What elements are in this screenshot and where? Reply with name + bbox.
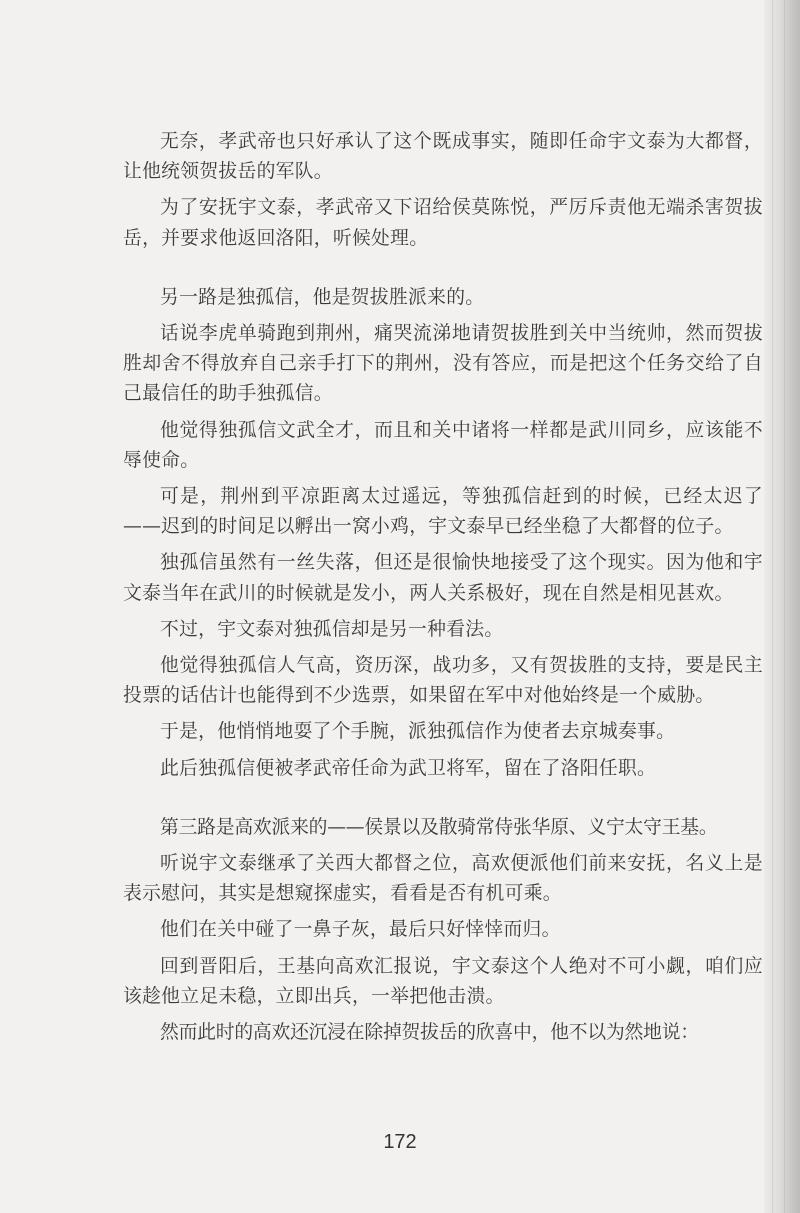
paragraph: 回到晋阳后，王基向高欢汇报说，宇文泰这个人绝对不可小觑，咱们应该趁他立足未稳，立即出兵，一举把他击溃。 [123,955,763,1007]
book-text [123,127,763,1054]
paragraph: 可是，荆州到平凉距离太过遥远，等独孤信赶到的时候，已经太迟了——迟到的时间足以孵出一窝小鸡，宇文泰早已经坐稳了大都督的位子。 [123,486,763,538]
paragraph: 话说李虎单骑跑到荆州，痛哭流涕地请贺拔胜到关中当统帅，然而贺拔胜却舍不得放弃自己亲手打下的荆州，没有答应，而是把这个任务交给了自己最信任的助手独孤信。 [123,323,763,405]
paragraph: 此后独孤信便被孝武帝任命为武卫将军，留在了洛阳任职。 [160,757,657,779]
paragraph: 于是，他悄悄地耍了个手腕，派独孤信作为使者去京城奏事。 [160,721,676,743]
paragraph: 无奈，孝武帝也只好承认了这个既成事实，随即任命宇文泰为大都督，让他统领贺拔岳的军队。 [123,131,763,183]
paragraph: 另一路是独孤信，他是贺拔胜派来的。 [160,286,485,308]
paragraph: 然而此时的高欢还沉浸在除掉贺拔岳的欣喜中，他不以为然地说： [160,1022,699,1044]
paragraph: 听说宇文泰继承了关西大都督之位，高欢便派他们前来安抚，名义上是表示慰问，其实是想窥探虚实，看看是否有机可乘。 [123,853,763,905]
page-edge-shadow [764,0,800,1213]
paragraph: 他觉得独孤信人气高，资历深，战功多，又有贺拔胜的支持，要是民主投票的话估计也能得到不少选票，如果留在军中对他始终是一个威胁。 [123,655,763,707]
paragraph: 为了安抚宇文泰，孝武帝又下诏给侯莫陈悦，严厉斥责他无端杀害贺拔岳，并要求他返回洛阳，听候处理。 [123,197,763,249]
page-number: 172 [383,1131,417,1153]
paragraph: 他觉得独孤信文武全才，而且和关中诸将一样都是武川同乡，应该能不辱使命。 [123,419,763,471]
paragraph: 第三路是高欢派来的——侯景以及散骑常侍张华原、义宁太守王基。 [160,816,718,838]
paragraph: 他们在关中碰了一鼻子灰，最后只好悻悻而归。 [160,919,561,941]
paragraph: 不过，宇文泰对独孤信却是另一种看法。 [160,618,504,640]
paragraph: 独孤信虽然有一丝失落，但还是很愉快地接受了这个现实。因为他和宇文泰当年在武川的时候就是发小，两人关系极好，现在自然是相见甚欢。 [123,552,763,604]
